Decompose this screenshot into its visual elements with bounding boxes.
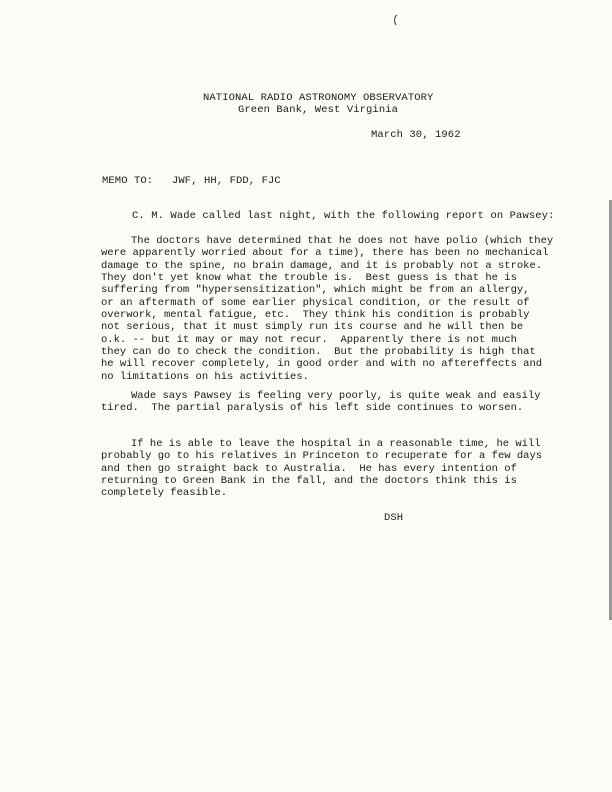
paragraph-plans <box>101 438 551 500</box>
stray-pen-mark <box>392 14 400 26</box>
paragraph-line: Wade says Pawsey is feeling very poorly, is quite weak and easily <box>131 390 541 402</box>
memo-date: March 30, 1962 <box>371 129 461 141</box>
org-title: NATIONAL RADIO ASTRONOMY OBSERVATORY <box>203 92 434 104</box>
paragraph-line: no limitations on his activities. <box>101 370 309 383</box>
paragraph-line: he will recover completely, in good order and with no aftereffects and <box>101 358 543 371</box>
paragraph-line: not serious, that it must simply run its course and he will then be <box>101 321 524 334</box>
paragraph-line: overwork, mental fatigue, etc. They think his condition is probably <box>101 309 530 322</box>
paragraph-line: or an aftermath of some earlier physical condition, or the result of <box>101 296 530 309</box>
paragraph-condition <box>101 390 551 415</box>
paragraph-line: and then go straight back to Australia. He has every intention of <box>101 462 517 475</box>
paragraph-line: They don't yet know what the trouble is. Best guess is that he is <box>101 272 517 285</box>
paragraph-line: returning to Green Bank in the fall, and the doctors think this is <box>101 475 517 488</box>
paragraph-line: The doctors have determined that he does not have polio (which they <box>131 235 554 247</box>
paragraph-line: o.k. -- but it may or may not recur. Apparently there is not much <box>101 333 517 346</box>
memo-to-label: MEMO TO: <box>102 175 154 187</box>
paragraph-line: they can do to check the condition. But the probability is high that <box>101 346 536 359</box>
paragraph-line: If he is able to leave the hospital in a reasonable time, he will <box>131 438 541 450</box>
paragraph-line: damage to the spine, no brain damage, and it is probably not a stroke. <box>101 259 543 272</box>
paragraph-diagnosis <box>101 235 554 383</box>
paragraph-line: were apparently worried about for a time), there has been no mechanical <box>101 247 549 260</box>
memo-recipients: JWF, HH, FDD, FJC <box>172 175 281 187</box>
paragraph-line: probably go to his relatives in Princeton to recuperate for a few days <box>101 450 543 463</box>
intro-line: C. M. Wade called last night, with the following report on Pawsey: <box>132 210 555 222</box>
paragraph-line: suffering from "hypersensitization", which might be from an allergy, <box>101 284 530 297</box>
paragraph-line: completely feasible. <box>101 487 228 500</box>
org-location: Green Bank, West Virginia <box>238 104 399 116</box>
signature-initials: DSH <box>384 512 404 524</box>
paragraph-line: tired. The partial paralysis of his left side continues to worsen. <box>101 402 524 415</box>
